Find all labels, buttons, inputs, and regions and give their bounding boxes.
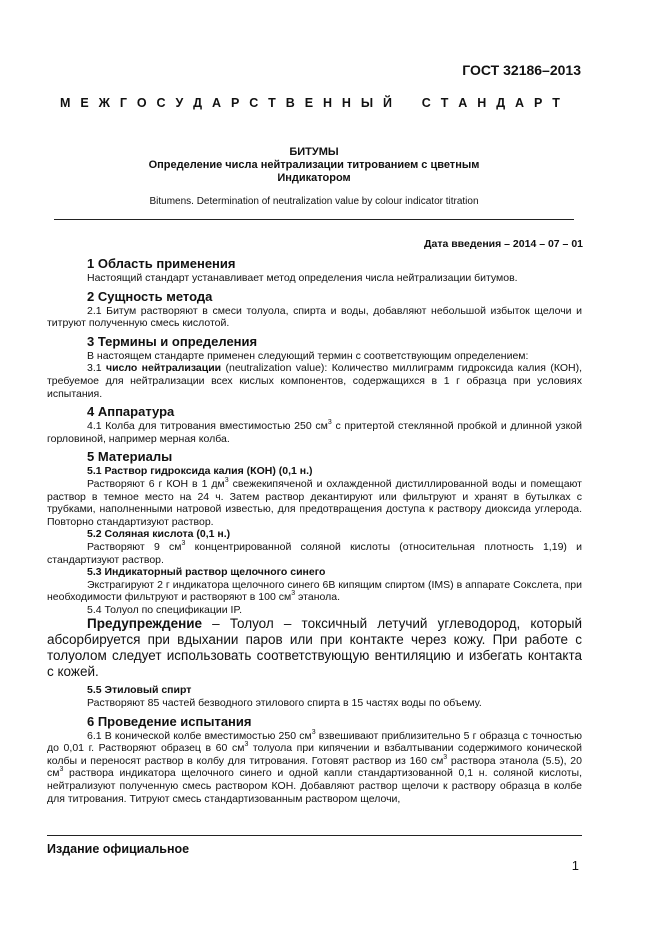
section-heading: 6 Проведение испытания: [87, 713, 252, 729]
text: толуола при кипячении и взбалтывании содержимого конической колбы и переносят раствор в колбу для титрования. Готовят раствор из 160 см: [47, 742, 582, 767]
banner-letter: Т: [552, 96, 560, 110]
paragraph: [47, 541, 582, 566]
section-heading: 1 Область применения: [87, 256, 236, 271]
superscript: 3: [224, 476, 229, 484]
paragraph: В настоящем стандарте применен следующий термин с соответствующим определением:: [87, 349, 529, 362]
subsection-heading: 5.1 Раствор гидроксида калия (КОН) (0,1 н.): [87, 465, 313, 478]
section-heading: 3 Термины и определения: [87, 333, 258, 349]
banner-letter: Н: [341, 96, 351, 110]
term: число нейтрализации: [105, 362, 222, 375]
superscript: 3: [181, 539, 186, 547]
section-heading: 5 Материалы: [87, 449, 173, 465]
banner-letter: Г: [119, 96, 127, 110]
doc-subtitle-line-2: Индикатором: [277, 172, 351, 184]
doc-code: ГОСТ 32186–2013: [462, 62, 581, 78]
banner-letter: А: [458, 96, 468, 110]
warning-note: [47, 616, 582, 680]
banner-letter: Т: [268, 96, 276, 110]
banner-letter: Ж: [98, 96, 110, 110]
text: взвешивают приблизительно 5 г образца с точностью до 0,01 г. Растворяют образец в 60 см: [47, 729, 582, 755]
banner-letter: А: [212, 96, 222, 110]
banner-letter: Д: [496, 96, 506, 110]
banner-letter: С: [156, 96, 166, 110]
banner-letter: У: [175, 96, 184, 110]
paragraph: [47, 730, 582, 806]
banner-letter: В: [285, 96, 295, 110]
subsection-heading: 5.5 Этиловый спирт: [87, 684, 192, 697]
edition-label: Издание официальное: [47, 842, 190, 856]
doc-subtitle-line-1: Определение числа нейтрализации титрованием с цветным: [148, 159, 480, 171]
text: раствора индикатора щелочного синего и одной капли стандартизованной 0,1 н. соляной кислоты, нейтрализуют полученную смесь раствором КОН. Добавляют раствор щелочи к раствору образца в колбе для титрования. Титруют смесь стандартизованным раствором щелочи,: [47, 767, 582, 805]
text: раствора этанола (5.5), 20 см: [47, 754, 582, 780]
text: Экстрагируют 2 г индикатора щелочного синего 6В кипящим спиртом (IMS) в аппарате Сокслета, при необходимости фильтруют и растворяют в 100 см: [47, 578, 582, 604]
text: 4.1 Колба для титрования вместимостью 250 см: [87, 420, 328, 433]
banner-letter: Е: [304, 96, 314, 110]
banner-letter: Р: [533, 96, 543, 110]
english-title: Bitumens. Determination of neutralization value by colour indicator titration: [149, 196, 479, 207]
banner-letter: С: [249, 96, 259, 110]
text: этанола.: [295, 591, 340, 604]
intro-date: Дата введения – 2014 – 07 – 01: [424, 238, 583, 250]
document-body: [47, 256, 582, 809]
text: свежекипяченой и охлажденной дистиллированной воды и помещают раствор в темное место на 24 ч. Затем раствор декантируют или фильтруют и хранят в бутылках с трубками, наполненными натровой известью, для предотвращения доступа к раствору диоксида углерода. Повторно стандартизуют раствор.: [47, 477, 582, 528]
superscript: 3: [443, 753, 448, 761]
banner-letter: Й: [383, 96, 393, 110]
banner-letter: Р: [230, 96, 240, 110]
page-number: 1: [571, 858, 579, 873]
superscript: 3: [244, 741, 249, 749]
title-divider: [54, 219, 574, 220]
banner-letter: О: [136, 96, 147, 110]
text: концентрированной соляной кислоты (относительная плотность 1,19) и стандартизуют раствор.: [47, 540, 583, 566]
interstate-standard-banner: [60, 96, 560, 110]
banner-letter: Н: [322, 96, 332, 110]
paragraph: [47, 420, 582, 445]
banner-letter: Д: [193, 96, 203, 110]
paragraph: Настоящий стандарт устанавливает метод определения числа нейтрализации битумов.: [87, 272, 518, 284]
term-number: 3.1: [87, 362, 106, 375]
superscript: 3: [59, 766, 64, 774]
paragraph: Растворяют 85 частей безводного этилового спирта в 15 частях воды по объему.: [87, 697, 482, 710]
subsection-heading: 5.2 Соляная кислота (0,1 н.): [87, 528, 231, 541]
warning-text: – Толуол – токсичный летучий углеводород, который абсорбируется при вдыхании паров или при контакте через кожу. При работе с толуолом следует использовать соответствующую вентиляцию и избегать контакта с кожей.: [47, 616, 582, 680]
section-heading: 2 Сущность метода: [87, 288, 213, 304]
text: Растворяют 6 г КОН в 1 дм: [87, 477, 225, 490]
text: 6.1 В конической колбе вместимостью 250 см: [87, 729, 312, 742]
term-text: (neutralization value): Количество миллиграмм гидроксида калия (КОН), требуемое для нейтрализации всех кислых компонентов, содержащихся в 1 г образца при условиях испытания.: [47, 362, 582, 400]
text: с притертой стеклянной пробкой и длинной узкой горловиной, например мерная колба.: [47, 420, 582, 445]
paragraph: 2.1 Битум растворяют в смеси толуола, спирта и воды, добавляют небольшой избыток щелочи и титруют полученную смесь кислотой.: [47, 304, 582, 330]
banner-letter: М: [60, 96, 71, 110]
warning-label: Предупреждение: [87, 616, 203, 632]
term-definition: [47, 362, 582, 400]
banner-letter: С: [421, 96, 431, 110]
paragraph: [47, 478, 582, 528]
superscript: 3: [327, 419, 332, 427]
banner-letter: А: [515, 96, 525, 110]
superscript: 3: [291, 590, 296, 598]
paragraph: [47, 579, 582, 604]
doc-title: БИТУМЫ: [289, 146, 339, 158]
section-heading: 4 Аппаратура: [87, 404, 175, 420]
superscript: 3: [311, 728, 316, 736]
footer-divider: [47, 835, 582, 836]
banner-letter: Е: [80, 96, 89, 110]
banner-letter: Т: [440, 96, 449, 110]
text: Растворяют 9 см: [87, 540, 182, 553]
subsection-heading: 5.3 Индикаторный раствор щелочного синего: [87, 566, 326, 579]
paragraph: 5.4 Толуол по спецификации IP.: [87, 603, 243, 616]
banner-letter: Ы: [360, 96, 374, 110]
banner-letter: Н: [477, 96, 487, 110]
